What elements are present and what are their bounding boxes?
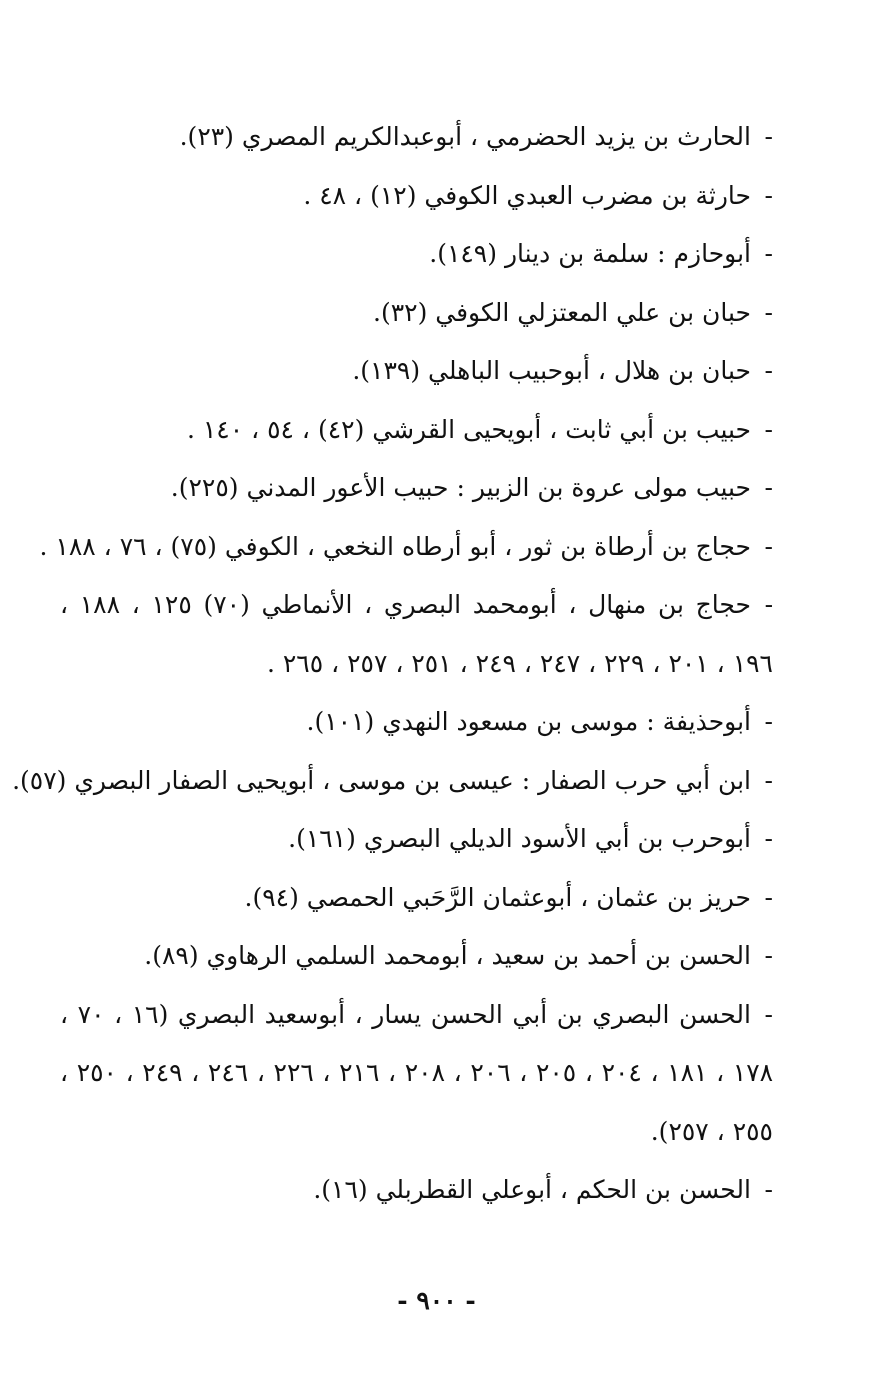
- entry-dash: -: [764, 180, 773, 210]
- entry-text: أبوحرب بن أبي الأسود الديلي البصري (١٦١).: [288, 824, 751, 853]
- index-entry: [60, 284, 773, 343]
- entry-dash: -: [764, 239, 773, 268]
- index-entry: [39, 518, 773, 577]
- entry-dash: -: [764, 414, 773, 444]
- index-entry: [60, 869, 773, 928]
- index-entry: [60, 986, 773, 1162]
- index-entry: [60, 225, 773, 284]
- entry-text: ابن أبي حرب الصفار : عيسى بن موسى ، أبويحيى الصفار البصري (٥٧).: [12, 765, 751, 795]
- entry-text: الحسن البصري بن أبي الحسن يسار ، أبوسعيد البصري (١٦ ، ٧٠ ، ١٧٨ ، ١٨١ ، ٢٠٤ ، ٢٠٥ ، ٢٠٦ ، ٢٠٨ ، ٢١٦ ، ٢٢٦ ، ٢٤٦ ، ٢٤٩ ، ٢٥٠ ، ٢٥٥ ، ٢٥٧).: [60, 999, 774, 1146]
- index-entry: [12, 752, 773, 811]
- page-number: - ٩٠٠ -: [397, 1286, 476, 1315]
- index-entry: [60, 576, 773, 693]
- entry-text: حارثة بن مضرب العبدي الكوفي (١٢) ، ٤٨ .: [303, 180, 751, 210]
- entry-dash: -: [764, 824, 773, 853]
- entry-text: حجاج بن أرطاة بن ثور ، أبو أرطاه النخعي ، الكوفي (٧٥) ، ٧٦ ، ١٨٨ .: [39, 531, 751, 561]
- entry-text: أبوحازم : سلمة بن دينار (١٤٩).: [429, 239, 751, 268]
- index-entry: [60, 927, 773, 986]
- index-entry: [60, 108, 773, 167]
- index-entry: [60, 693, 773, 752]
- entry-dash: -: [764, 356, 773, 385]
- entry-text: أبوحذيفة : موسى بن مسعود النهدي (١٠١).: [306, 707, 751, 736]
- index-entry: [60, 810, 773, 869]
- entry-dash: -: [764, 999, 773, 1029]
- entry-dash: -: [764, 707, 773, 736]
- entry-text: الحارث بن يزيد الحضرمي ، أبوعبدالكريم المصري (٢٣).: [179, 122, 751, 151]
- index-entry: [60, 1161, 773, 1220]
- index-entry: [60, 401, 773, 460]
- index-entry: [60, 167, 773, 226]
- entry-text: حبان بن علي المعتزلي الكوفي (٣٢).: [373, 297, 751, 327]
- entry-text: حجاج بن منهال ، أبومحمد البصري ، الأنماطي (٧٠) ١٢٥ ، ١٨٨ ، ١٩٦ ، ٢٠١ ، ٢٢٩ ، ٢٤٧ ، ٢٤٩ ، ٢٥١ ، ٢٥٧ ، ٢٦٥ .: [60, 590, 773, 678]
- entry-dash: -: [764, 882, 773, 912]
- index-page: [12, 108, 774, 1220]
- entry-dash: -: [764, 297, 773, 327]
- index-entry: [60, 459, 773, 518]
- entry-dash: -: [764, 765, 773, 795]
- entry-text: حبيب بن أبي ثابت ، أبويحيى القرشي (٤٢) ، ٥٤ ، ١٤٠ .: [186, 414, 751, 444]
- entry-dash: -: [764, 941, 773, 970]
- entry-text: حبيب مولى عروة بن الزبير : حبيب الأعور المدني (٢٢٥).: [170, 473, 751, 502]
- entry-text: الحسن بن الحكم ، أبوعلي القطربلي (١٦).: [313, 1175, 751, 1204]
- entry-dash: -: [764, 122, 773, 151]
- index-entry: [60, 342, 773, 401]
- entry-dash: -: [764, 1175, 773, 1204]
- entry-text: حبان بن هلال ، أبوحبيب الباهلي (١٣٩).: [352, 356, 751, 385]
- entry-dash: -: [764, 590, 774, 619]
- entry-dash: -: [764, 473, 773, 502]
- entry-text: الحسن بن أحمد بن سعيد ، أبومحمد السلمي الرهاوي (٨٩).: [144, 941, 751, 970]
- entry-text: حريز بن عثمان ، أبوعثمان الرَّحَبي الحمصي (٩٤).: [244, 882, 751, 912]
- entry-dash: -: [764, 531, 773, 561]
